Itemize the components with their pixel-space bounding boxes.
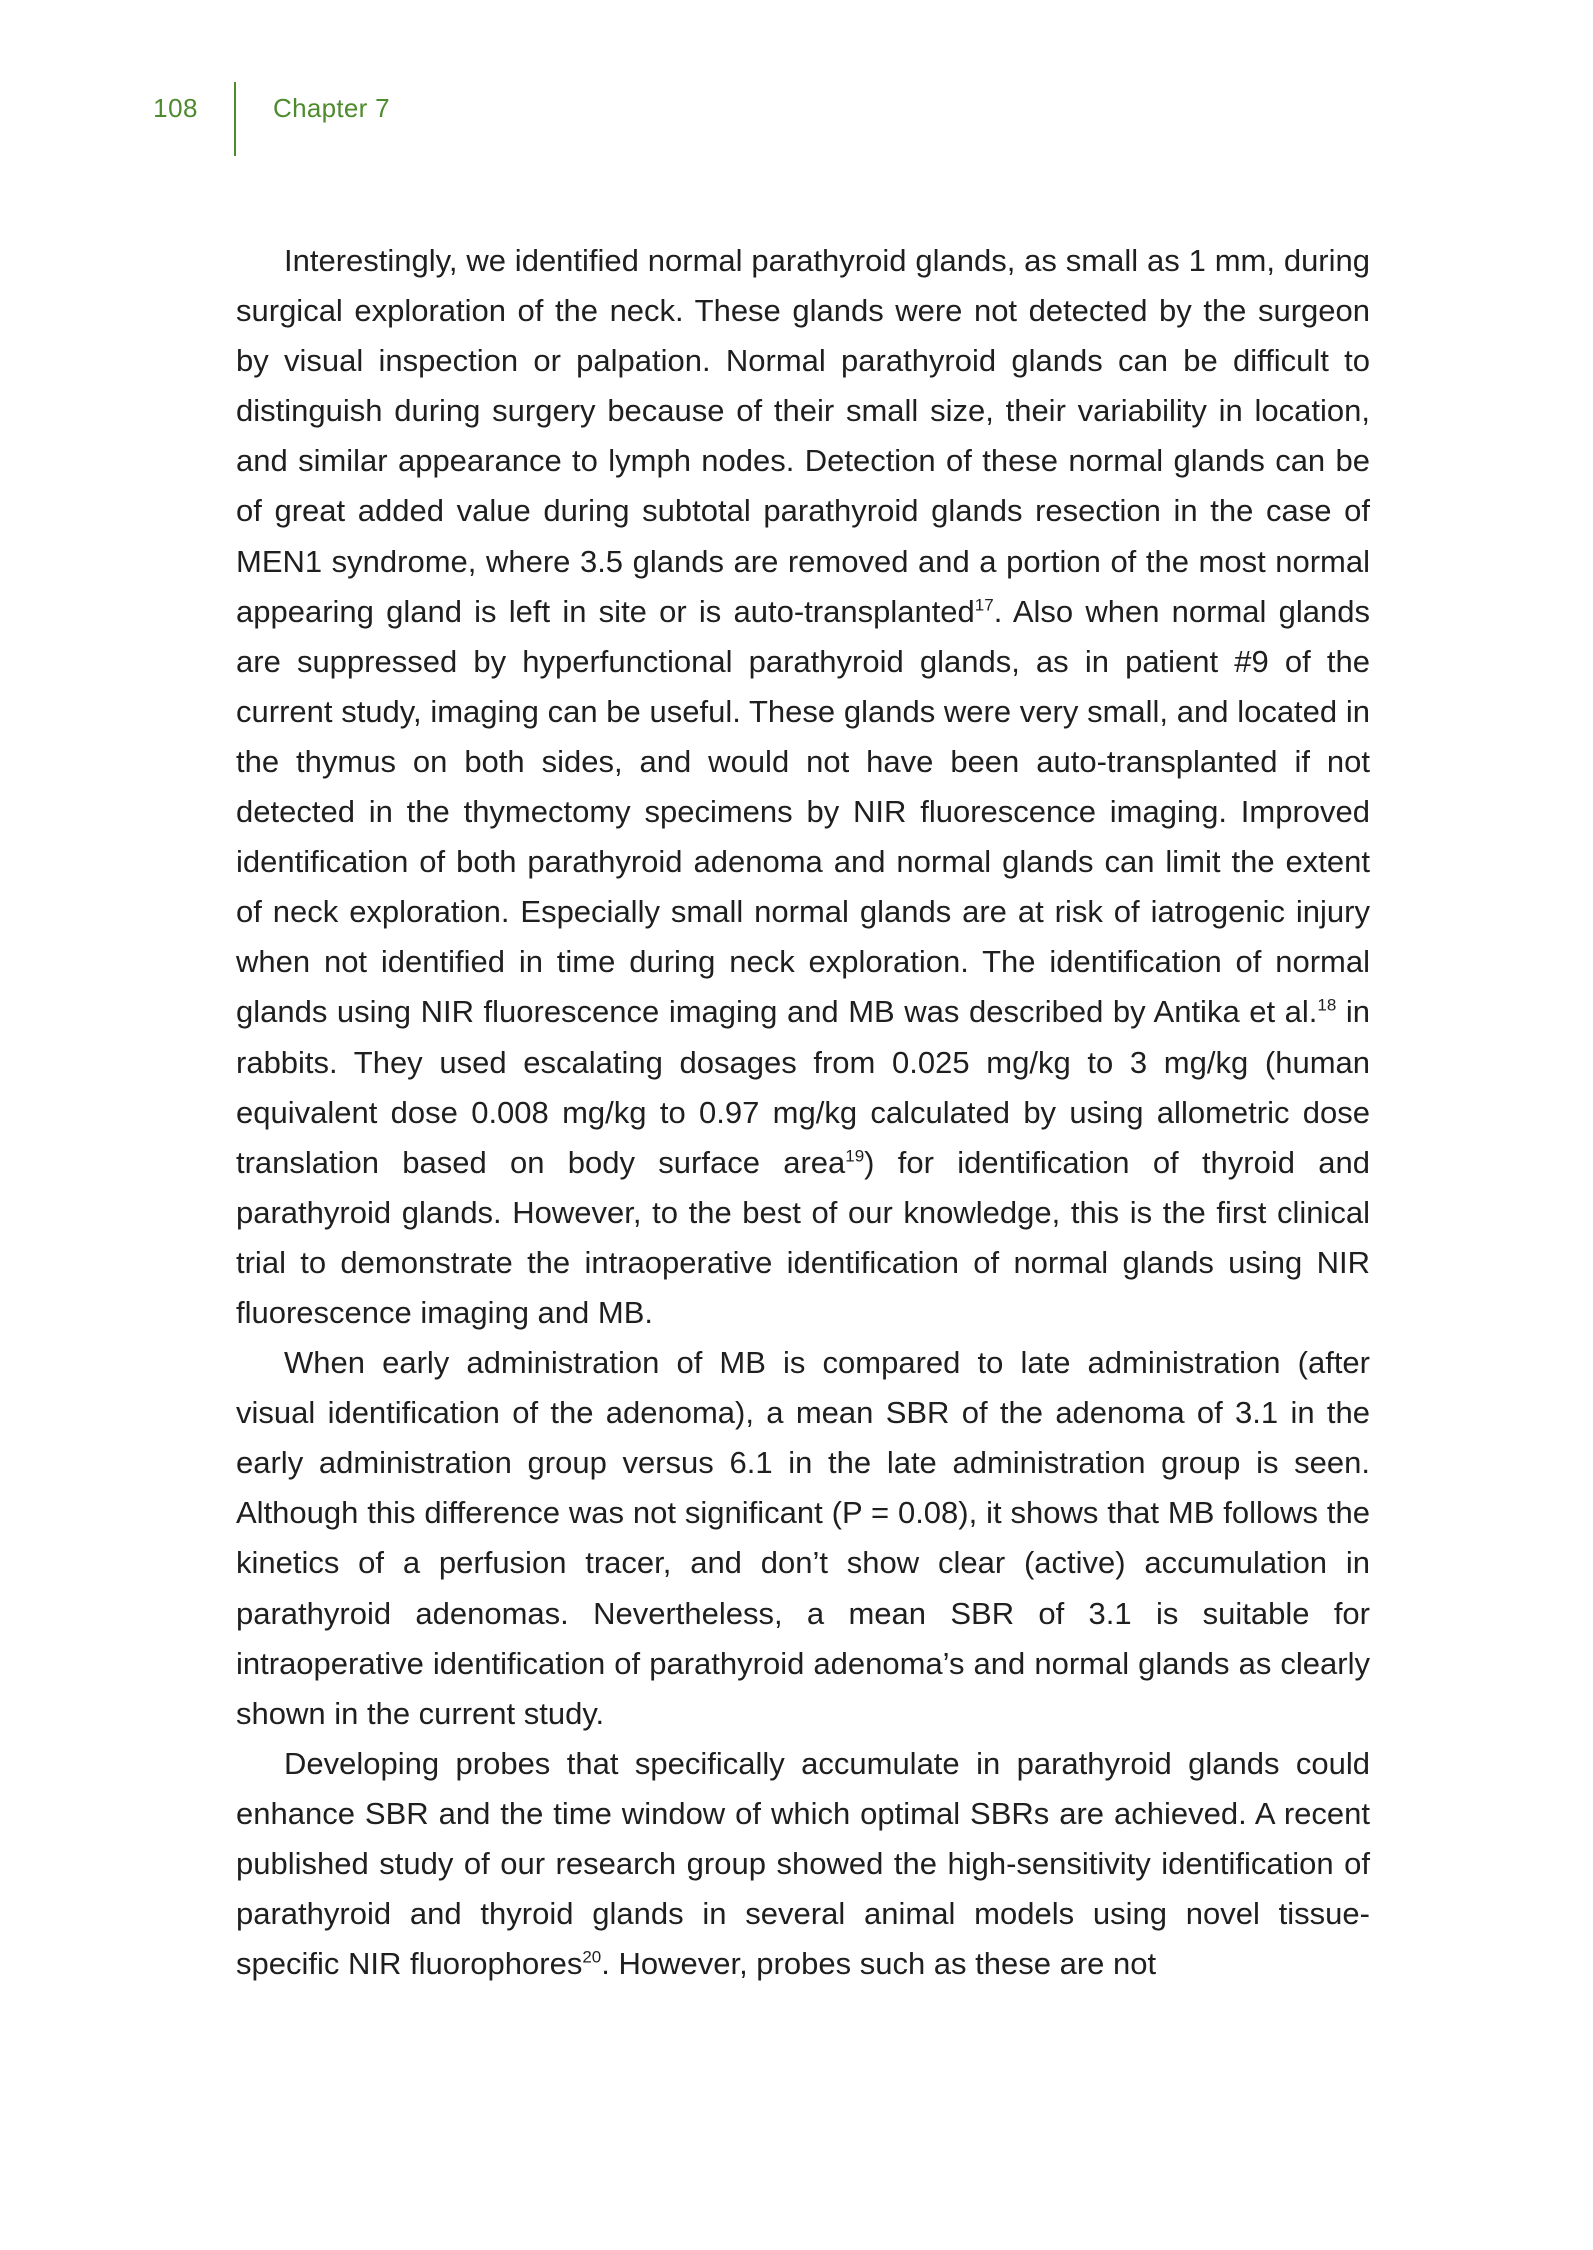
paragraph-text: in rabbits. They used escalating dosages from 0.025 mg/kg to 3 mg/kg (human equivalent dose 0.008 mg/kg to 0.97 mg/kg calculated by using allometric dose translation based on body surface area xyxy=(236,994,1370,1180)
paragraph-text: When early administration of MB is compared to late administration (after visual identification of the adenoma), a mean SBR of the adenoma of 3.1 in the early administration group versus 6.1 in the late administration group is seen. Although this difference was not significant (P = 0.08), it shows that MB follows the kinetics of a perfusion tracer, and don’t show clear (active) accumulation in parathyroid adenomas. Nevertheless, a mean SBR of 3.1 is suitable for intraoperative identification of parathyroid adenoma’s and normal glands as clearly shown in the current study. xyxy=(236,1345,1370,1731)
paragraph-text: Interestingly, we identified normal parathyroid glands, as small as 1 mm, during surgical exploration of the neck. These glands were not detected by the surgeon by visual inspection or palpation. Normal parathyroid glands can be difficult to distinguish during surgery because of their small size, their variability in location, and similar appearance to lymph nodes. Detection of these normal glands can be of great added value during subtotal parathyroid glands resection in the case of MEN1 syndrome, where 3.5 glands are removed and a portion of the most normal appearing gland is left in site or is auto-transplanted xyxy=(236,243,1370,629)
header-divider xyxy=(234,82,236,156)
paragraph-text: ) for identification of thyroid and parathyroid glands. However, to the best of our knowledge, this is the first clinical trial to demonstrate the intraoperative identification of normal glands using NIR fluorescence imaging and MB. xyxy=(236,1144,1370,1330)
citation-17: 17 xyxy=(974,595,994,615)
body-text xyxy=(236,236,1370,1989)
paragraph-3 xyxy=(236,1739,1370,1989)
citation-19: 19 xyxy=(845,1146,865,1166)
paragraph-1 xyxy=(236,236,1370,1338)
page-number: 108 xyxy=(153,93,198,123)
paragraph-text: . However, probes such as these are not xyxy=(601,1946,1157,1982)
citation-20: 20 xyxy=(582,1947,602,1967)
running-header xyxy=(0,0,1593,160)
paragraph-text: Developing probes that specifically accumulate in parathyroid glands could enhance SBR and the time window of which optimal SBRs are achieved. A recent published study of our research group showed the high-sensitivity identification of parathyroid and thyroid glands in several animal models using novel tissue-specific NIR fluorophores xyxy=(236,1745,1370,1982)
paragraph-2 xyxy=(236,1338,1370,1739)
paragraph-text: . Also when normal glands are suppressed by hyperfunctional parathyroid glands, as in patient #9 of the current study, imaging can be useful. These glands were very small, and located in the thymus on both sides, and would not have been auto-transplanted if not detected in the thymectomy specimens by NIR fluorescence imaging. Improved identification of both parathyroid adenoma and normal glands can limit the extent of neck exploration. Especially small normal glands are at risk of iatrogenic injury when not identified in time during neck exploration. The identification of normal glands using NIR fluorescence imaging and MB was described by Antika et al. xyxy=(236,593,1370,1030)
citation-18: 18 xyxy=(1317,996,1337,1016)
chapter-label: Chapter 7 xyxy=(273,93,390,123)
